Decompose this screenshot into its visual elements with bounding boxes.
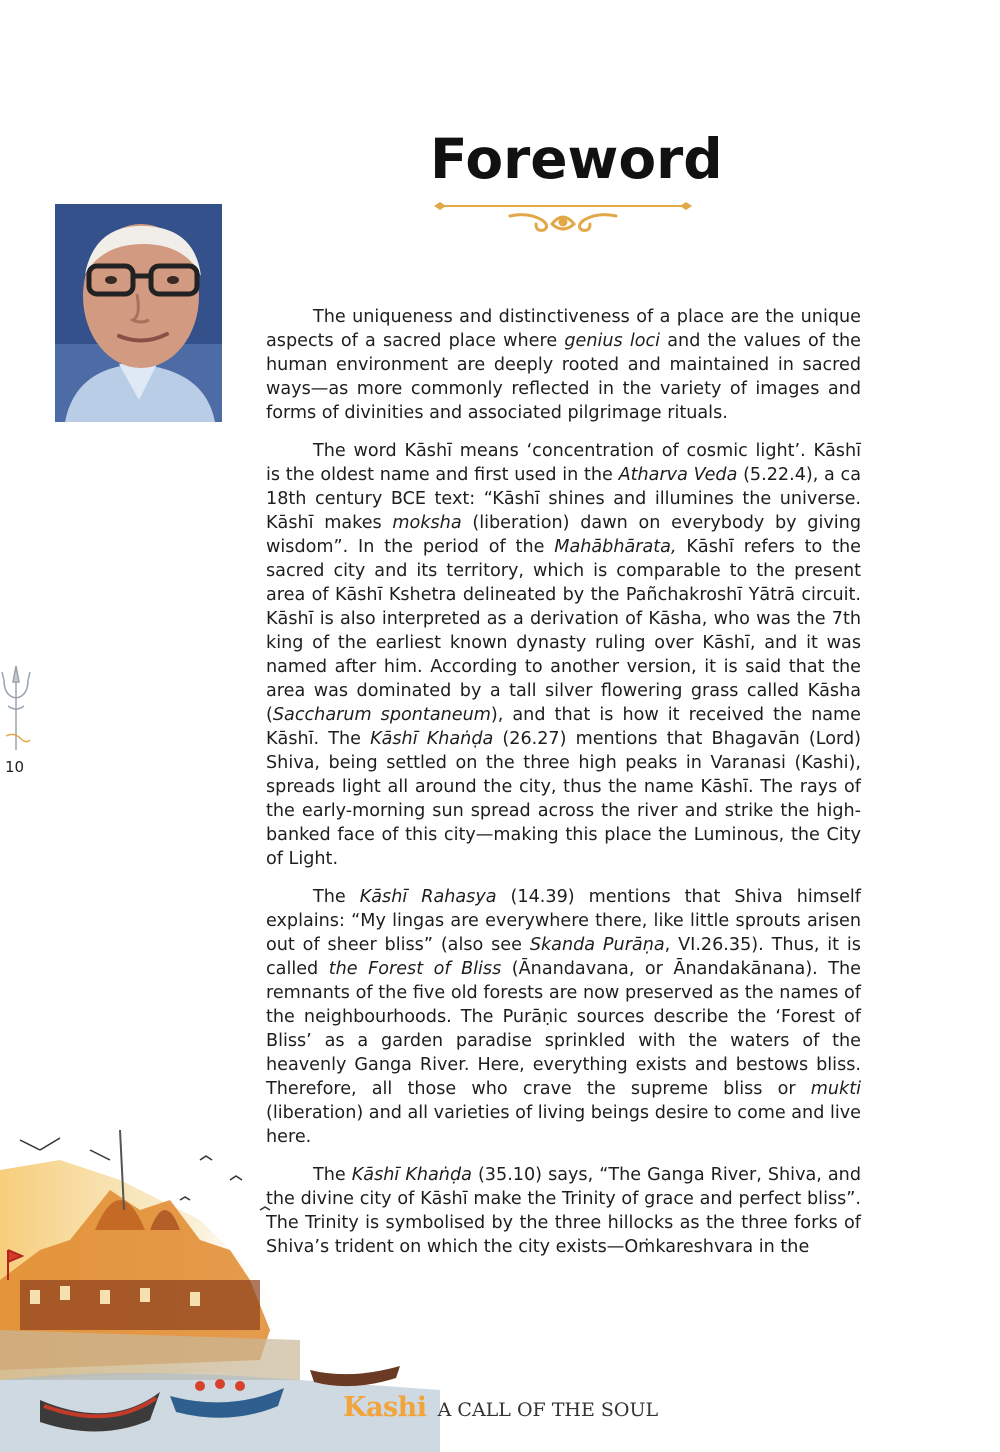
italic-term: Skanda Purāṇa xyxy=(529,935,665,955)
foreword-body xyxy=(266,305,861,1259)
italic-term: Kāshī Khaṅḍa xyxy=(351,1165,472,1185)
paragraph xyxy=(266,885,861,1149)
text-run: The xyxy=(313,887,360,907)
text-run: (35.10) says, “The Ganga River, Shiva, and the divine city of Kāshī make the Trinity of grace and perfect bliss”. The Trinity is symbolised by the three hillocks as the three forks of Shiva’s trident on which the city exists—Oṁkareshvara in the xyxy=(266,1165,861,1257)
text-run: Kāshī refers to the sacred city and its territory, which is comparable to the present area of Kāshī Kshetra delineated by the Pañchakroshī Yātrā circuit. Kāshī is also interpreted as a derivation of Kāsha, who was the 7th king of the earliest known dynasty ruling over Kāshī, and it was named after him. According to another version, it is said that the area was dominated by a tall silver flowering grass called Kāsha ( xyxy=(266,537,861,725)
text-run: (liberation) and all varieties of living beings desire to come and live here. xyxy=(266,1103,861,1147)
text-run: (26.27) mentions that Bhagavān (Lord) Shiva, being settled on the three high peaks in Varanasi (Kashi), spreads light all around the city, thus the name Kāshī. The rays of the early-morning sun spread across the river and strike the high-banked face of this city—making this place the Luminous, the City of Light. xyxy=(266,729,862,869)
divider-flourish-icon xyxy=(432,200,694,236)
text-run: ), and that is how it received the name Kāshī. The xyxy=(266,705,861,749)
text-run: , VI.26.35). Thus, it is called xyxy=(266,935,861,979)
italic-term: Kāshī Rahasya xyxy=(359,887,497,907)
text-run: (5.22.4), a ca 18th century BCE text: “Kāshī shines and illumines the universe. Kāshī makes xyxy=(266,465,861,533)
paragraph xyxy=(266,305,861,425)
footer-brand xyxy=(343,1392,658,1426)
page-number: 10 xyxy=(5,758,25,776)
text-run: (Ānandavana, or Ānandakānana). The remnants of the five old forests are now preserved as the names of the neighbourhoods. The Purāṇic sources describe the ‘Forest of Bliss’ as a garden paradise sprinkled with the waters of the heavenly Ganga River. Here, everything exists and bestows bliss. Therefore, all those who crave the supreme bliss or xyxy=(266,959,861,1099)
text-run: The xyxy=(313,1165,352,1185)
text-run: (14.39) mentions that Shiva himself explains: “My lingas are everywhere there, like little sprouts arisen out of sheer bliss” (also see xyxy=(266,887,861,955)
italic-term: Kāshī Khaṅḍa xyxy=(370,729,494,749)
italic-term: mukti xyxy=(810,1079,861,1099)
text-run: The uniqueness and distinctiveness of a place are the unique aspects of a sacred place where xyxy=(266,307,861,351)
text-run: and the values of the human environment are deeply rooted and maintained in sacred ways—as more commonly reflected in the variety of images and forms of divinities and associated pilgrimage rituals. xyxy=(266,331,861,423)
italic-term: genius loci xyxy=(564,331,661,351)
italic-term: the Forest of Bliss xyxy=(328,959,502,979)
page-title: Foreword xyxy=(430,127,723,191)
brand-name: Kashi xyxy=(343,1392,427,1423)
italic-term: Saccharum spontaneum xyxy=(272,705,491,725)
italic-term: Atharva Veda xyxy=(618,465,738,485)
italic-term: moksha xyxy=(392,513,462,533)
author-portrait xyxy=(55,204,222,422)
paragraph xyxy=(266,439,861,871)
trishul-icon xyxy=(0,662,34,754)
brand-tagline: A CALL OF THE SOUL xyxy=(437,1399,659,1421)
italic-term: Mahābhārata, xyxy=(554,537,677,557)
text-run: (liberation) dawn on everybody by giving wisdom”. In the period of the xyxy=(266,513,861,557)
portrait-illustration xyxy=(55,204,222,422)
text-run: The word Kāshī means ‘concentration of cosmic light’. Kāshī is the oldest name and first used in the xyxy=(266,441,861,485)
